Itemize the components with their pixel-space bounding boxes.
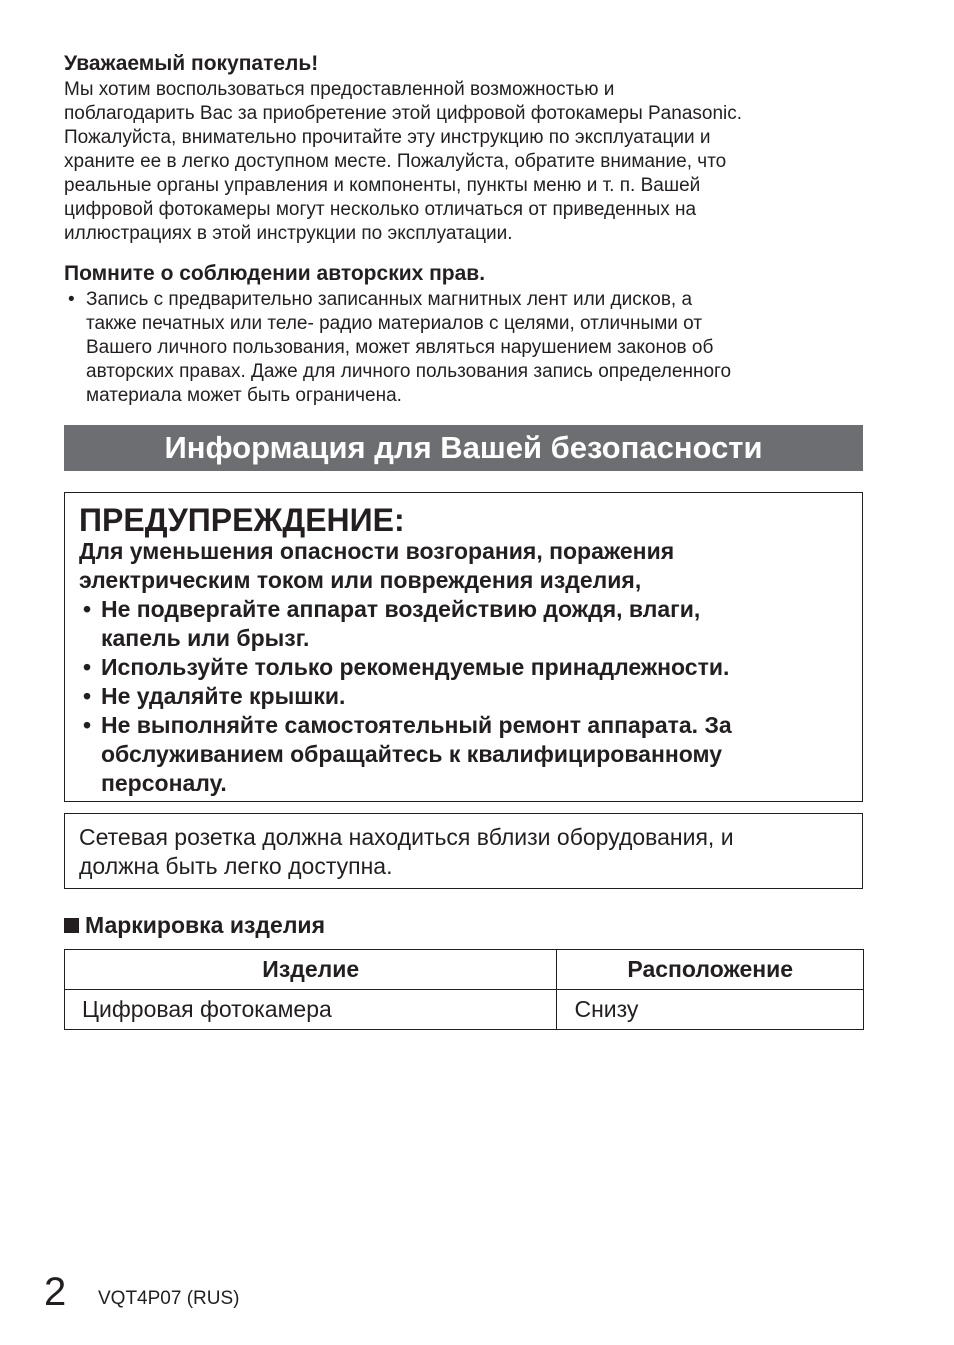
table-header-location: Расположение [557,950,864,990]
warning-list [79,595,732,798]
warning-box [64,492,863,802]
table-header-row [65,950,864,990]
table-cell-location: Снизу [557,990,864,1030]
warning-intro-line: электрическим током или повреждения изделия, [79,567,642,593]
greeting-line: реальные органы управления и компоненты, пункты меню и т. п. Вашей [64,175,701,196]
copyright-line: также печатных или теле- радио материалов с целями, отличными от [86,313,703,334]
greeting-line: цифровой фотокамеры могут несколько отличаться от приведенных на [64,199,697,220]
greeting-title: Уважаемый покупатель! [64,52,319,75]
marking-table [64,949,864,1030]
copyright-line: материала может быть ограничена. [86,385,402,406]
warning-item [79,595,732,653]
square-bullet-icon [64,918,79,933]
bullet-mark: • [83,683,92,709]
copyright-line: Запись с предварительно записанных магнитных лент или дисков, а [86,289,693,310]
bullet-mark: • [83,596,92,622]
marking-title-text: Маркировка изделия [85,912,325,938]
warning-item-line: Не удаляйте крышки. [101,683,346,709]
greeting-paragraph [64,78,884,246]
greeting-line: иллюстрациях в этой инструкции по эксплуатации. [64,223,513,244]
socket-note-line: должна быть легко доступна. [79,853,393,879]
safety-section-banner: Информация для Вашей безопасности [64,425,863,471]
copyright-line: Вашего личного пользования, может являться нарушением законов об [86,337,714,358]
warning-intro-line: Для уменьшения опасности возгорания, поражения [79,538,675,564]
bullet-mark: • [68,289,75,310]
warning-item-line: Используйте только рекомендуемые принадлежности. [101,654,730,680]
copyright-line: авторских правах. Даже для личного пользования запись определенного [86,361,732,382]
table-cell-product: Цифровая фотокамера [65,990,557,1030]
warning-item [79,682,732,711]
warning-item-line: Не подвергайте аппарат воздействию дождя, влаги, [101,596,701,622]
table-header-product: Изделие [65,950,557,990]
document-code: VQT4P07 (RUS) [98,1288,240,1309]
greeting-line: поблагодарить Вас за приобретение этой цифровой фотокамеры Panasonic. [64,103,743,124]
warning-item [79,711,732,798]
page-number: 2 [44,1270,67,1314]
greeting-line: храните ее в легко доступном месте. Пожалуйста, обратите внимание, что [64,151,727,172]
marking-title [64,911,325,940]
warning-item-line: Не выполняйте самостоятельный ремонт аппарата. За [101,712,732,738]
socket-note [79,823,734,881]
socket-note-box [64,813,863,889]
table-row [65,990,864,1030]
socket-note-line: Сетевая розетка должна находиться вблизи оборудования, и [79,824,734,850]
warning-item-line: обслуживанием обращайтесь к квалифицированному [101,741,722,767]
copyright-title: Помните о соблюдении авторских прав. [64,262,486,285]
warning-title: ПРЕДУПРЕЖДЕНИЕ: [79,502,405,538]
copyright-bullet-item [64,288,884,408]
warning-intro [79,537,674,595]
warning-item [79,653,732,682]
bullet-mark: • [83,712,92,738]
bullet-mark: • [83,654,92,680]
warning-item-line: персоналу. [101,770,227,796]
greeting-line: Мы хотим воспользоваться предоставленной возможностью и [64,79,615,100]
greeting-line: Пожалуйста, внимательно прочитайте эту инструкцию по эксплуатации и [64,127,711,148]
warning-item-line: капель или брызг. [101,625,310,651]
